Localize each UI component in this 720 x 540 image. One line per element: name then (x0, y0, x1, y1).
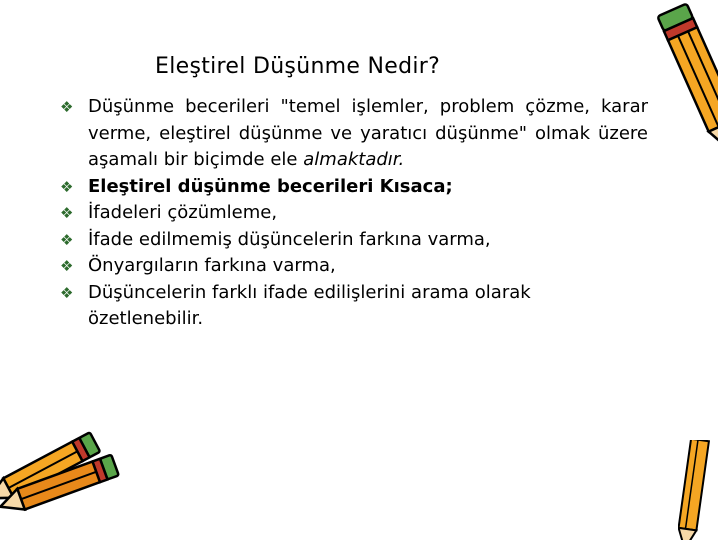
bullet-icon: ❖ (60, 98, 74, 116)
list-item (60, 253, 648, 280)
pencils-clipart-bottom-left (0, 430, 130, 540)
list-item-text: İfadeleri çözümleme, (88, 202, 278, 223)
bullet-icon: ❖ (60, 283, 74, 302)
list-item-text: Eleştirel düşünme becerileri Kısaca; (88, 175, 453, 197)
list-item (60, 94, 648, 174)
list-item-text: Düşüncelerin farklı ifade edilişlerini arama olarak özetlenebilir. (88, 281, 531, 329)
list-item-text: İfade edilmemiş düşüncelerin farkına varma, (88, 228, 491, 250)
list-item (60, 200, 648, 227)
bullet-icon: ❖ (60, 204, 74, 222)
page-title: Eleştirel Düşünme Nedir? (155, 54, 441, 79)
bullet-icon: ❖ (60, 177, 74, 196)
list-item-text: Önyargıların farkına varma, (88, 255, 336, 276)
bullet-list (60, 94, 648, 333)
bullet-icon: ❖ (60, 230, 74, 249)
list-item (60, 280, 648, 333)
pencil-clipart-top-right (600, 0, 718, 180)
list-item-text-italic: almaktadır. (303, 149, 405, 170)
bullet-icon: ❖ (60, 257, 74, 275)
list-item (60, 227, 648, 254)
list-item (60, 174, 648, 201)
pencil-clipart-bottom-right (678, 440, 720, 540)
list-item-text: Düşünme becerileri "temel işlemler, problem çözme, karar verme, eleştirel düşünme ve yaratıcı düşünme" olmak üzere aşamalı bir biçimde ele (88, 96, 648, 170)
